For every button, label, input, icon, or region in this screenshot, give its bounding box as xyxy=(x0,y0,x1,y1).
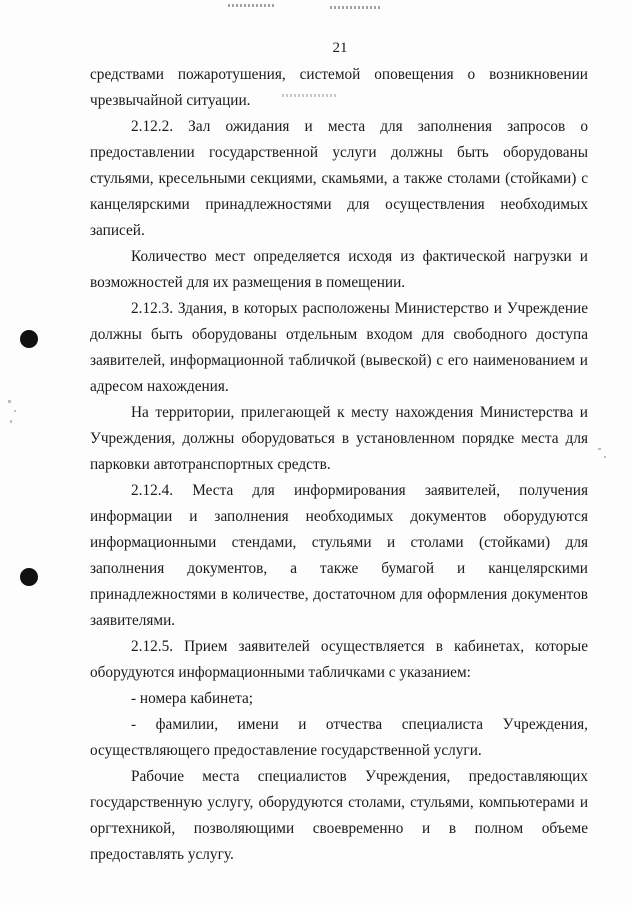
list-item: - номера кабинета; xyxy=(131,690,254,707)
paragraph: На территории, прилегающей к месту нахождения Министерства и Учреждения, должны оборудоваться в установленном порядке места для парковки автотранспортных средств. xyxy=(90,404,588,473)
scan-artifact xyxy=(604,456,606,458)
paragraph: средствами пожаротушения, системой оповещения о возникновении чрезвычайной ситуации. xyxy=(90,66,588,109)
page-number: 21 xyxy=(332,40,348,56)
paragraph: 2.12.5. Прием заявителей осуществляется в кабинетах, которые оборудуются информационными табличками с указанием: xyxy=(90,638,588,681)
scan-artifact xyxy=(228,4,276,7)
scan-artifact xyxy=(598,448,601,450)
paragraph: 2.12.3. Здания, в которых расположены Министерство и Учреждение должны быть оборудованы отдельным входом для свободного доступа заявителей, информационной табличкой (вывеской) с его наименованием и адресом нахождения. xyxy=(90,300,588,395)
binder-hole xyxy=(20,568,38,586)
scan-artifact xyxy=(330,6,380,9)
list-item: - фамилии, имени и отчества специалиста Учреждения, осуществляющего предоставление государственной услуги. xyxy=(90,716,588,759)
scan-artifact xyxy=(8,400,11,403)
scan-artifact xyxy=(10,420,12,423)
paragraph: 2.12.2. Зал ожидания и места для заполнения запросов о предоставлении государственной услуги должны быть оборудованы стульями, кресельными секциями, скамьями, а также столами (стойками) с канцелярскими принадлежностями для осуществления необходимых записей. xyxy=(90,118,588,239)
paragraph: Количество мест определяется исходя из фактической нагрузки и возможностей для их размещения в помещении. xyxy=(90,248,588,291)
binder-hole xyxy=(20,330,38,348)
scan-artifact xyxy=(14,410,16,412)
paragraph: 2.12.4. Места для информирования заявителей, получения информации и заполнения необходимых документов оборудуются информационными стендами, стульями и столами (стойками) для заполнения документов, а также бумагой и канцелярскими принадлежностями в количестве, достаточном для оформления документов заявителями. xyxy=(90,482,588,629)
body-text xyxy=(90,62,588,868)
paragraph: Рабочие места специалистов Учреждения, предоставляющих государственную услугу, оборудуются столами, стульями, компьютерами и оргтехникой, позволяющими своевременно и в полном объеме предоставлять услугу. xyxy=(90,768,588,863)
